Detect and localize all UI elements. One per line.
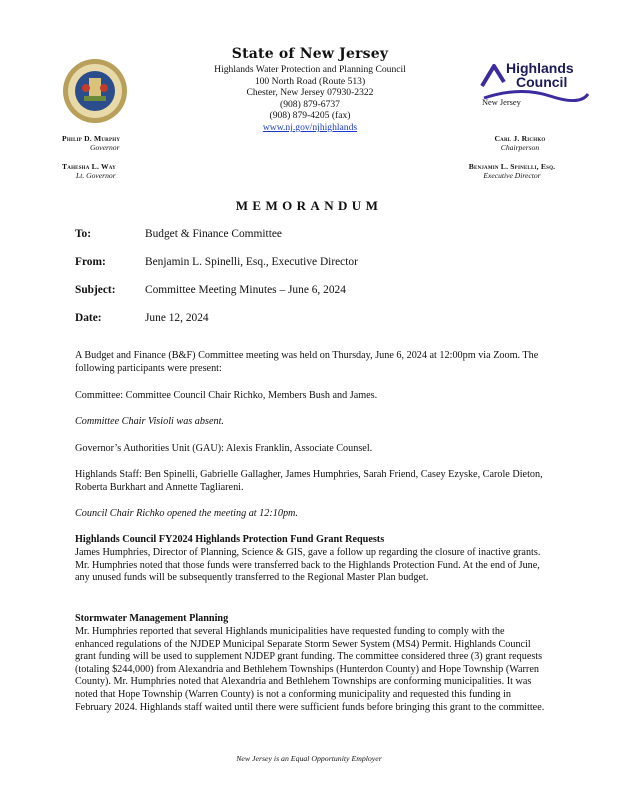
memo-title: MEMORANDUM bbox=[235, 198, 383, 213]
logo-line-1: Highlands bbox=[506, 60, 574, 76]
intro-paragraph: A Budget and Finance (B&F) Committee meeting was held on Thursday, June 6, 2024 at 12:00pm via Zoom. The following participants were present: bbox=[75, 350, 539, 374]
opened-paragraph: Council Chair Richko opened the meeting at 12:10pm. bbox=[75, 508, 298, 519]
staff-paragraph: Highlands Staff: Ben Spinelli, Gabrielle Gallagher, James Humphries, Sarah Friend, Casey Ezyske, Carole Dieton, Roberta Burkhart and Annette Tagliareni. bbox=[75, 469, 543, 493]
official-executive-director bbox=[442, 162, 582, 181]
section-heading-grant-requests: Highlands Council FY2024 Highlands Protection Fund Grant Requests bbox=[75, 534, 385, 545]
letterhead bbox=[160, 46, 460, 134]
logo-line-2: Council bbox=[516, 74, 568, 90]
committee-paragraph: Committee: Committee Council Chair Richko, Members Bush and James. bbox=[75, 390, 378, 401]
absent-paragraph: Committee Chair Visioli was absent. bbox=[75, 416, 224, 427]
agency-name: Highlands Water Protection and Planning Council bbox=[214, 64, 406, 75]
official-name: Tahesha L. Way bbox=[62, 162, 116, 171]
state-title: State of New Jersey bbox=[231, 46, 389, 62]
to-label: To: bbox=[75, 228, 92, 240]
official-name: Carl J. Richko bbox=[494, 134, 546, 143]
official-title: Lt. Governor bbox=[76, 171, 116, 181]
subject-label: Subject: bbox=[75, 284, 116, 296]
state-seal bbox=[62, 58, 128, 124]
section-text-grant-requests: James Humphries, Director of Planning, Science & GIS, gave a follow up regarding the closure of inactive grants. Mr. Humphries noted that those funds were transferred back to the Highlands Protection Fund. At the end of June, any unused funds will be subsequently transferred to the Regional Master Plan budget. bbox=[75, 547, 541, 584]
address-line-2: Chester, New Jersey 07930-2322 bbox=[246, 87, 374, 99]
highlands-council-logo bbox=[480, 56, 590, 112]
footer-eoe: New Jersey is an Equal Opportunity Employer bbox=[236, 754, 382, 763]
section-heading-stormwater: Stormwater Management Planning bbox=[75, 613, 229, 624]
official-governor bbox=[62, 134, 120, 153]
from-value: Benjamin L. Spinelli, Esq., Executive Director bbox=[145, 256, 358, 268]
to-value: Budget & Finance Committee bbox=[145, 228, 282, 240]
website-link[interactable]: www.nj.gov/njhighlands bbox=[262, 121, 358, 133]
official-name: Benjamin L. Spinelli, Esq. bbox=[468, 162, 556, 171]
official-title: Chairperson bbox=[500, 143, 540, 153]
subject-value: Committee Meeting Minutes – June 6, 2024 bbox=[145, 284, 346, 296]
official-name: Philip D. Murphy bbox=[62, 134, 121, 143]
official-title: Governor bbox=[90, 143, 120, 153]
phone: (908) 879-6737 bbox=[280, 98, 340, 110]
address-line-1: 100 North Road (Route 513) bbox=[254, 75, 366, 87]
official-chairperson bbox=[460, 134, 580, 153]
date-value: June 12, 2024 bbox=[145, 312, 209, 324]
gau-paragraph: Governor’s Authorities Unit (GAU): Alexis Franklin, Associate Counsel. bbox=[75, 443, 373, 454]
date-label: Date: bbox=[75, 312, 102, 324]
official-title: Executive Director bbox=[483, 171, 541, 181]
official-lt-governor bbox=[62, 162, 116, 181]
fax: (908) 879-4205 (fax) bbox=[269, 110, 351, 122]
logo-line-3: New Jersey bbox=[482, 98, 521, 107]
from-label: From: bbox=[75, 256, 106, 268]
section-text-stormwater: Mr. Humphries reported that several Highlands municipalities have requested funding to comply with the enhanced regulations of the NJDEP Municipal Separate Storm Sewer System (MS4) Permit. Highlands Council grant funding will be used to supplement NJDEP grant funding. The committee considered three (3) grant requests (totaling $244,000) from Alexandria and Bethlehem Townships (Hunterdon County) and Hope Township (Warren County). Mr. Humphries noted that Alexandria and Bethlehem Townships are conforming municipalities. It was noted that Hope Township (Warren County) is not a conforming municipality and requested this funding in February 2024. Highlands staff waited until there were sufficient funds before bringing this grant to the committee. bbox=[75, 626, 545, 713]
